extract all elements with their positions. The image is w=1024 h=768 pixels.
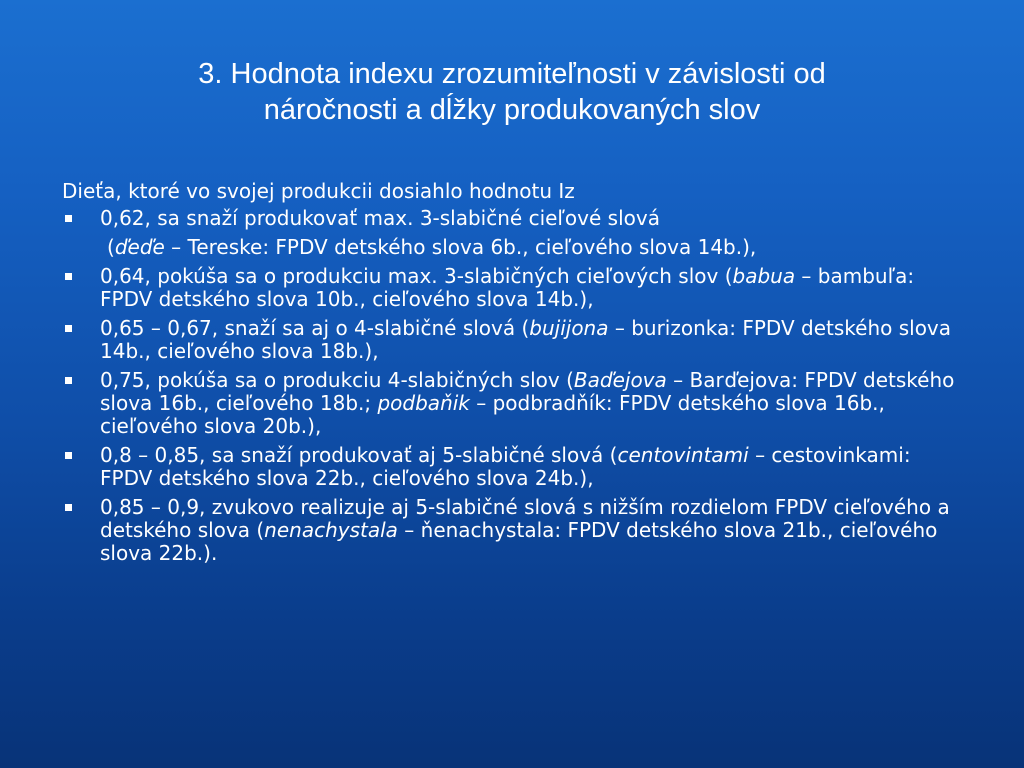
list-item [62, 496, 962, 565]
list-item [62, 265, 962, 311]
item-text-pre: 0,65 – 0,67, snaží sa aj o 4-slabičné slová ( [100, 316, 530, 340]
square-bullet-icon [65, 377, 72, 384]
item-example-word: centovintami [617, 443, 749, 467]
list-item [62, 444, 962, 490]
item-example-word: Baďejova [573, 368, 667, 392]
bullet-list [62, 207, 962, 565]
item-text-pre: 0,64, pokúša sa o produkciu max. 3-slabičných cieľových slov ( [100, 264, 733, 288]
item-example-word: nenachystala [264, 518, 398, 542]
list-item-continuation [62, 236, 962, 259]
item-example-word: babua [732, 264, 796, 288]
item-text: 0,62, sa snaží produkovať max. 3-slabičné cieľové slová [100, 206, 660, 230]
title-line-1: 3. Hodnota indexu zrozumiteľnosti v závislosti od [198, 58, 826, 90]
item-text-post: – podbradňík: FPDV detského slova 16b., cieľového slova 20b.), [100, 391, 885, 438]
item-text-post: – Tereske: FPDV detského slova 6b., cieľového slova 14b.), [164, 235, 757, 259]
square-bullet-icon [65, 452, 72, 459]
item-text-mid: – Barďejova: FPDV detského slova 16b., cieľového 18b.; [100, 368, 955, 415]
item-text-post: – bambuľa: FPDV detského slova 10b., cieľového slova 14b.), [100, 264, 915, 311]
item-example-word: bujijona [529, 316, 609, 340]
square-bullet-icon [65, 273, 72, 280]
list-item [62, 369, 962, 438]
item-text-pre: 0,85 – 0,9, zvukovo realizuje aj 5-slabičné slová s nižším rozdielom FPDV cieľového a detského slova ( [100, 495, 950, 542]
list-item [62, 317, 962, 363]
item-text-pre: ( [107, 235, 115, 259]
item-text-post: – burizonka: FPDV detského slova 14b., cieľového slova 18b.), [100, 316, 952, 363]
intro-text: Dieťa, ktoré vo svojej produkcii dosiahlo hodnotu Iz [62, 179, 575, 203]
square-bullet-icon [65, 215, 72, 222]
square-bullet-icon [65, 325, 72, 332]
item-text-pre: 0,75, pokúša sa o produkciu 4-slabičných slov ( [100, 368, 574, 392]
item-text-post: – ňenachystala: FPDV detského slova 21b., cieľového slova 22b.). [100, 518, 938, 565]
item-example-word: ďeďe [114, 235, 165, 259]
title-line-2: náročnosti a dĺžky produkovaných slov [263, 94, 761, 126]
list-item [62, 207, 962, 230]
slide-title [60, 56, 964, 128]
item-text-post: – cestovinkami: FPDV detského slova 22b., cieľového slova 24b.), [100, 443, 911, 490]
item-text-pre: 0,8 – 0,85, sa snaží produkovať aj 5-slabičné slová ( [100, 443, 618, 467]
slide-body [62, 180, 962, 571]
square-bullet-icon [65, 504, 72, 511]
item-example-word-2: podbaňik [377, 391, 470, 415]
